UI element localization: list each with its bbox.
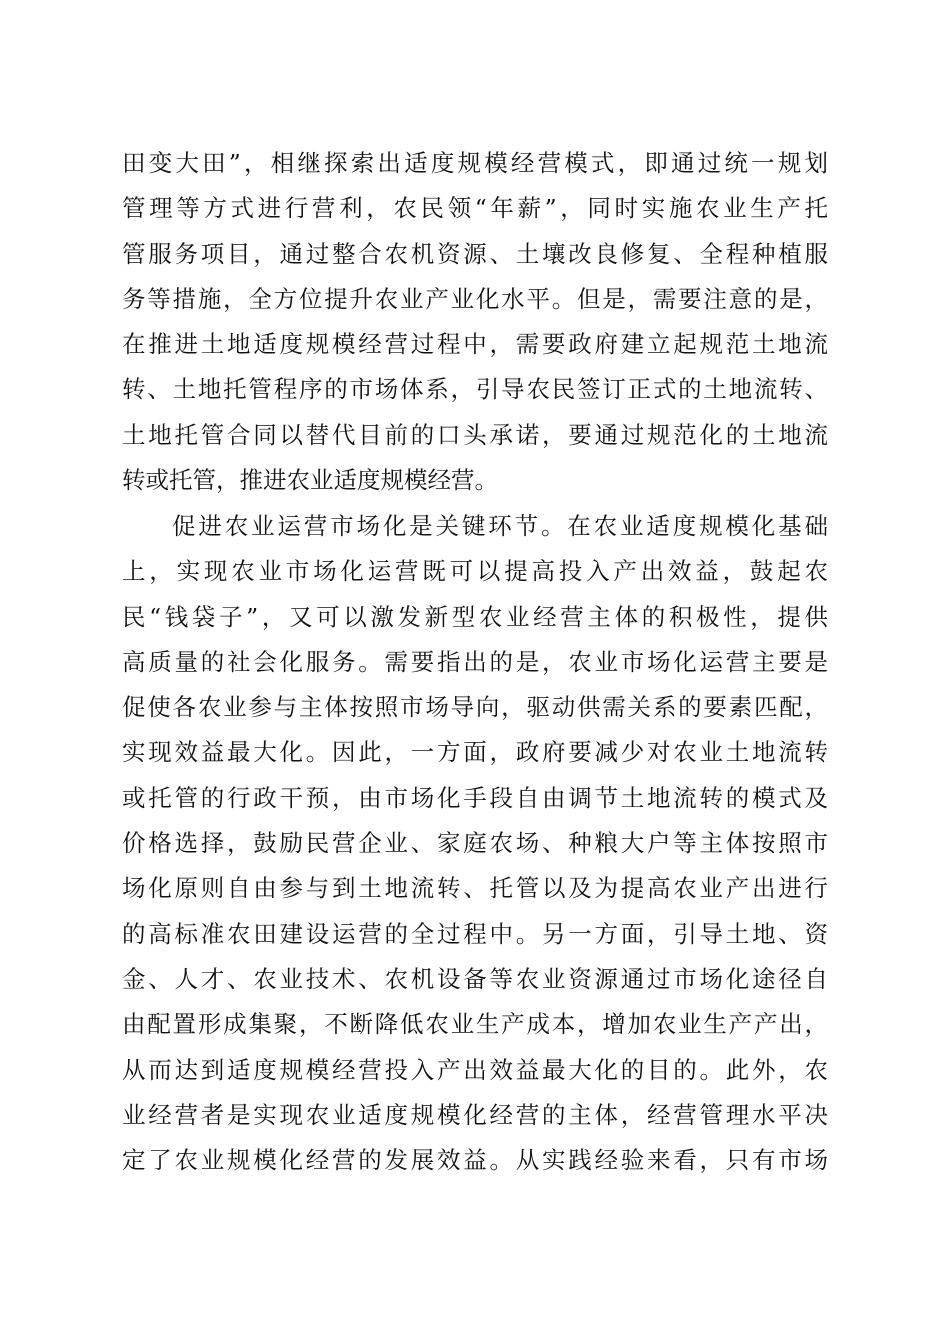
text-line: 价格选择，鼓励民营企业、家庭农场、种粮大户等主体按照市 xyxy=(122,829,828,858)
text-line: 由配置形成集聚，不断降低农业生产成本，增加农业生产产出， xyxy=(122,1010,828,1039)
text-line: 促进农业运营市场化是关键环节。在农业适度规模化基础 xyxy=(172,512,828,540)
text-line: 务等措施，全方位提升农业产业化水平。但是，需要注意的是， xyxy=(122,284,828,313)
text-line: 高质量的社会化服务。需要指出的是，农业市场化运营主要是 xyxy=(122,647,828,676)
text-line: 的高标准农田建设运营的全过程中。另一方面，引导土地、资 xyxy=(122,919,828,948)
text-line: 从而达到适度规模经营投入产出效益最大化的目的。此外，农 xyxy=(122,1055,828,1084)
text-line: 土地托管合同以替代目前的口头承诺，要通过规范化的土地流 xyxy=(122,420,828,449)
text-line: 业经营者是实现农业适度规模化经营的主体，经营管理水平决 xyxy=(122,1100,828,1129)
text-line: 转或托管，推进农业适度规模经营。 xyxy=(122,466,498,495)
text-line: 转、土地托管程序的市场体系，引导农民签订正式的土地流转、 xyxy=(122,375,828,404)
text-line: 在推进土地适度规模经营过程中，需要政府建立起规范土地流 xyxy=(122,330,828,359)
text-line: 定了农业规模化经营的发展效益。从实践经验来看，只有市场 xyxy=(122,1146,828,1175)
text-line: 实现效益最大化。因此，一方面，政府要减少对农业土地流转 xyxy=(122,738,828,767)
text-line: 民“钱袋子”，又可以激发新型农业经营主体的积极性，提供 xyxy=(122,602,828,631)
paragraph-1 xyxy=(122,141,828,503)
text-line: 管服务项目，通过整合农机资源、土壤改良修复、全程种植服 xyxy=(122,239,828,268)
text-line: 金、人才、农业技术、农机设备等农业资源通过市场化途径自 xyxy=(122,964,828,993)
text-line: 场化原则自由参与到土地流转、托管以及为提高农业产出进行 xyxy=(122,874,828,903)
text-line: 管理等方式进行营利，农民领“年薪”，同时实施农业生产托 xyxy=(122,194,828,223)
text-line: 田变大田”，相继探索出适度规模经营模式，即通过统一规划 xyxy=(122,149,828,177)
paragraph-2 xyxy=(122,504,828,1183)
text-line: 或托管的行政干预，由市场化手段自由调节土地流转的模式及 xyxy=(122,783,828,812)
text-line: 促使各农业参与主体按照市场导向，驱动供需关系的要素匹配， xyxy=(122,693,828,722)
text-line: 上，实现农业市场化运营既可以提高投入产出效益，鼓起农 xyxy=(122,557,828,586)
